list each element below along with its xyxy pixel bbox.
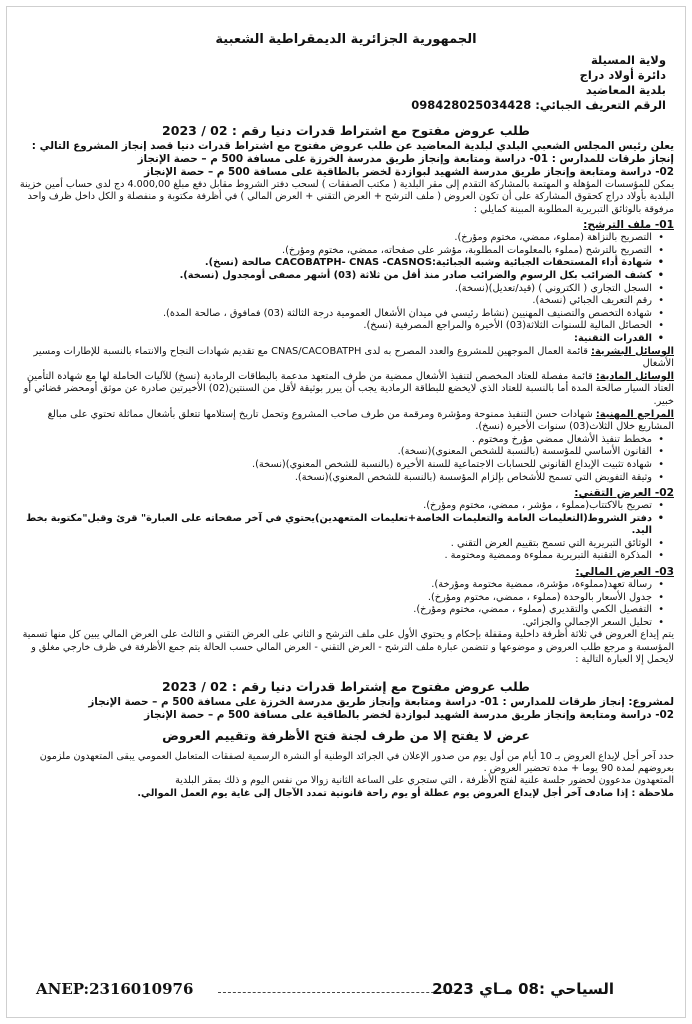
commune-line: بلدية المعاضيد [585, 83, 666, 97]
list-item: • التصريح بالنزاهة (مملوء، ممضي، مختوم ومؤرخ). [18, 232, 652, 245]
footer-divider [218, 992, 454, 993]
material-means-text: قائمة مفصلة للعتاد المخصص لتنفيذ الأشغال ممضية من طرف المتعهد مدعمة بالبطاقات الرمادية (نسخ) للآليات الحاملة لها مع شهادة التأمين العتاد السيار صالحة المدة أما بالنسبة للعتاد الذي لايخضع للبطاقة الرمادية يجب أن يبرر بوثيقة لأقل من السنتين(02) الأخيرتين صادرة عن موثق أومحضر قضائي أو خبير. [23, 370, 674, 407]
financial-list [18, 579, 674, 629]
list-item: • القدرات التقنية: [18, 333, 652, 346]
list-item: • السجل التجاري ( الكتروني ) (قيد/تعديل)(نسخة). [18, 283, 652, 296]
professional-refs [18, 409, 674, 434]
list-item: • دفتر الشروط(التعليمات العامة والتعليمات الخاصة+تعليمات المتعهدين)يحتوي في آخر صفحاته على العبارة" قرئ وقبل"مكتوبة بخط اليد. [18, 513, 652, 538]
deadline-text: حدد آخر أجل لإيداع العروض بـ 10 أيام من أول يوم من صدور الإعلان في الجرائد الوطنية أو النشرة الرسمية لصفقات المتعامل العمومي يبقى المتعهدون ملزمون بعروضهم لمدة 90 يوما + مدة تحضير العروض . [39, 750, 674, 775]
list-item: • جدول الأسعار بالوحدة (مملوء ، ممضي، مختوم ومؤرخ). [18, 592, 652, 605]
daira-line: دائرة أولاد دراج [579, 68, 666, 82]
envelope-lot-2: 02- دراسة ومتابعة وإنجاز طريق مدرسة الشهيد لبوازدة لخضر بالطاقية على مسافة 500 م – حصة الإنجاز [144, 708, 674, 721]
anep-reference: ANEP:2316010976 [36, 980, 194, 998]
list-item: • وثيقة التفويض التي تسمح للأشخاص بإلزام المؤسسة (بالنسبة للشخص المعنوي)(نسخة). [18, 472, 652, 485]
opening-invitation: المتعهدون مدعوون لحضور جلسة علنية لفتح الأظرفة ، التي ستجري على الساعة الثانية زوالا من نفس اليوم و ذلك بمقر البلدية [175, 775, 674, 787]
holiday-note: ملاحظة : إذا صادف آخر أجل لإيداع العروض يوم عطلة أو يوم راحة قانونية تمدد الآجال إلى غاية يوم العمل الموالي. [137, 787, 674, 799]
candidature-section-title: 01- ملف الترشح: [583, 219, 674, 232]
list-item: • الحصائل المالية للسنوات الثلاثة(03) الأخيرة والمراجع المصرفية (نسخ). [18, 320, 652, 333]
material-means-label: الوسائل المادية: [595, 370, 674, 382]
envelope-warning: عرض لا يفتح إلا من طرف لجنة فتح الأظرفة وتقييم العروض [162, 727, 530, 743]
tax-id-label: الرقم التعريف الجبائي: [535, 98, 666, 112]
notice-intro: يعلن رئيس المجلس الشعبي البلدي لبلدية المعاضيد عن طلب عروض مفتوح مع اشتراط قدرات دنيا قصد إنجاز المشروع التالي : [31, 140, 674, 152]
tax-id-line [18, 98, 666, 113]
material-means [18, 371, 674, 409]
notice-lot-1: إنجاز طرقات للمدارس : 01- دراسة ومتابعة وإنجاز طريق مدرسة الخرزة على مسافة 500 م – حصة الإنجاز [137, 153, 674, 165]
human-means [18, 346, 674, 371]
financial-section-title: 03- العرض المالي: [575, 566, 674, 579]
list-item: • مخطط تنفيذ الأشغال ممضي مؤرخ ومختوم . [18, 434, 652, 447]
deposit-instructions: يتم إيداع العروض في ثلاثة أظرفة داخلية ومقفلة بإحكام و يحتوي الأول على ملف الترشح و الثاني على العرض التقني و الثالث على العرض المالي يبين كل منها تسمية المؤسسة و مرجع طلب العروض و موضوعها و تتضمن عبارة ملف الترشح - العرض التقني - العرض المالي حسب الحالة يتم جمع الأظرفة في ظرف خارجي مغلق و لايحمل إلا العبارة التالية : [22, 629, 674, 666]
human-means-label: الوسائل البشرية: [591, 345, 674, 357]
technical-list [18, 500, 674, 563]
list-item: • الوثائق التبريرية التي تسمح بتقييم العرض التقني . [18, 538, 652, 551]
list-item: • القانون الأساسي للمؤسسة (بالنسبة للشخص المعنوي)(نسخة). [18, 446, 652, 459]
tax-id-value: 098428025034428 [411, 98, 532, 112]
list-item: • رسالة تعهد(مملوءة، مؤشرة، ممضية مختومة ومؤرخة). [18, 579, 652, 592]
envelope-lot-1: لمشروع: إنجاز طرقات للمدارس : 01- دراسة ومتابعة وإنجاز طريق مدرسة الخرزة على مسافة 500 م – حصة الإنجاز [88, 695, 674, 708]
republic-heading: الجمهورية الجزائرية الديمقراطية الشعبية [215, 32, 477, 47]
professional-refs-label: المراجع المهنية: [595, 408, 674, 420]
administration-block [18, 53, 666, 113]
envelope-title: طلب عروض مفتوح مع إشتراط قدرات دنيا رقم : 02 / 2023 [162, 678, 530, 694]
list-item: • المذكرة التقنية التبريرية مملوءة وممضية ومختومة . [18, 550, 652, 563]
candidature-list [18, 232, 674, 345]
candidature-list-2 [18, 434, 674, 484]
list-item: • شهادة أداء المستحقات الجبائية وشبه الجبائية:CACOBATPH- CNAS -CASNOS صالحة (نسخ). [18, 257, 652, 270]
notice-lot-2: 02- دراسة ومتابعة وإنجاز طريق مدرسة الشهيد لبوازدة لخضر بالطاقية على مسافة 500 م – حصة الإنجاز [144, 166, 674, 178]
list-item: • كشف الضرائب بكل الرسوم والضرائب صادر منذ أقل من ثلاثة (03) أشهر مصفى أومجدول (نسخة). [18, 270, 652, 283]
list-item: • رقم التعريف الجبائي (نسخة). [18, 295, 652, 308]
notice-conditions: يمكن للمؤسسات المؤهلة و المهتمة بالمشاركة التقدم إلى مقر البلدية ( مكتب الصفقات ) لسحب دفتر الشروط مقابل دفع مبلغ 4.000,00 دج لدى حساب أمين خزينة البلدية بأولاد دراج كحقوق المشاركة على أن تكون العروض ( ملف الترشح + العرض التقني + العرض المالي ) في أظرفة مكتوبة و منفصلة و الكل داخل ظرف واحد مرفوقة بالوثائق التبريرية المطلوبة المبينة كمايلي : [19, 179, 674, 215]
list-item: • تصريح بالاكتتاب(مملوء ، مؤشر ، ممضي، مختوم ومؤرخ). [18, 500, 652, 513]
list-item: • التصريح بالترشح (مملوء بالمعلومات المطلوبة، مؤشر على صفحاته، ممضي، مختوم ومؤرخ). [18, 245, 652, 258]
notice-title: طلب عروض مفتوح مع اشتراط قدرات دنيا رقم : 02 / 2023 [162, 123, 530, 138]
professional-refs-text: شهادات حسن التنفيذ ممنوحة ومؤشرة ومرقمة من طرف صاحب المشروع وتحمل تاريخ إستلامها تتعلق بأشغال مماثلة تحتوي على مبالغ المشاريع خلال الثلاث(03) سنوات الأخيرة (نسخ). [47, 408, 674, 433]
technical-section-title: 02- العرض التقني: [574, 487, 674, 500]
newspaper-date: السياحي :08 مـاي 2023 [432, 980, 614, 998]
footer [18, 980, 674, 1006]
human-means-text: قائمة العمال الموجهين للمشروع والعدد المصرح به لدى CNAS/CACOBATPH مع تقديم شهادات النجاح والانتماء بالنسبة للإطارات ومسير الأشغال [33, 345, 674, 370]
wilaya-line: ولاية المسيلة [590, 53, 666, 67]
list-item: • التفصيل الكمي والتقديري (مملوء ، ممضي، مختوم ومؤرخ). [18, 604, 652, 617]
list-item: • شهادة تثبيت الإيداع القانوني للحسابات الاجتماعية للسنة الأخيرة (بالنسبة للشخص المعنوي)(نسخة). [18, 459, 652, 472]
list-item: • شهادة التخصص والتصنيف المهنيين (نشاط رئيسي في ميدان الأشغال العمومية درجة الثالثة (03) فمافوق ، صالحة المدة). [18, 308, 652, 321]
list-item: • تحليل السعر الإجمالي والجزائي. [18, 617, 652, 630]
